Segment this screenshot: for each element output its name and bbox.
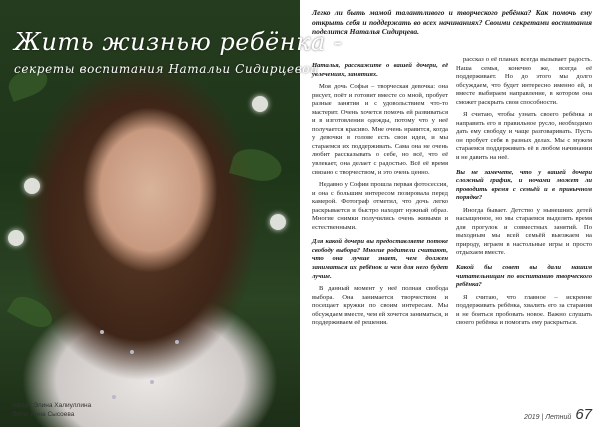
article-subtitle: секреты воспитания Натальи Сидирцевой — [14, 62, 319, 76]
page-footer — [524, 406, 592, 423]
page-number: 67 — [575, 406, 592, 423]
text-page — [306, 0, 600, 427]
issue-label: 2019 | Летний — [523, 414, 572, 421]
paragraph: Для какой дочери вы предоставляете потоке свободу выбора? Многие родители считают, что она лучше знает, чем должен заниматься их ребёнок и чем для него будет лучше. — [312, 238, 448, 280]
paragraph: Я считаю, что главное – искренне поддерживать ребёнка, хвалить его за старания и не бояться пробовать новое. Важно слушать своего ребёнка и помогать ему раскрыться. — [456, 293, 592, 327]
blossom-shape — [252, 96, 268, 112]
author-credit: Автор: Элина Халиуллина — [12, 402, 92, 409]
leaf-shape — [229, 144, 285, 186]
article-title: Жить жизнью ребёнка - — [14, 28, 343, 56]
photographer-credit: Фото: Анна Сысоева — [12, 410, 75, 418]
photo-credits — [12, 402, 91, 419]
dress-dot — [130, 350, 134, 354]
paragraph: Наталья, расскажите о вашей дочери, её увлечениях, занятиях. — [312, 62, 448, 78]
dress-dot — [150, 380, 154, 384]
dress-dot — [100, 330, 104, 334]
paragraph: Недавно у Софии прошла первая фотосессия, и она с большим интересом позировала перед камерой. Фотограф отметил, что дочь легко раскрывается и быстро находит нужный образ. Многие снимки получились очень живыми и естественными. — [312, 181, 448, 231]
text-column-right — [456, 56, 592, 332]
article-lead: Легко ли быть мамой талантливого и творческого ребёнка? Как помочь ему открыть себя и поддержать во всех начинаниях? Своими секретами воспитания поделится Наталья Сидирцева. — [312, 8, 592, 37]
paragraph: В данный момент у неё полная свобода выбора. Она занимается творчеством и посещает кружки по своим интересам. Мы обсуждаем вместе, чем ей хочется заниматься, и поддерживаем её решения. — [312, 285, 448, 327]
leaf-shape — [7, 291, 57, 334]
paragraph: Я считаю, чтобы узнать своего ребёнка и направить его в правильное русло, необходимо дать ему свободу и чаще разговаривать. Пусть он пробует себя в разных делах. Мы с мужем стараемся поддерживать её в любом начинании и не давить на неё. — [456, 111, 592, 162]
paragraph: рассказ о её планах всегда вызывает радость. Наша семья, конечно же, всегда её поддерживает. Но до этого мы долго обсуждаем, что будет интересно именно ей, и вместе выбираем направление, в котором она сможет раскрыть свои способности. — [456, 56, 592, 106]
blossom-shape — [270, 214, 286, 230]
paragraph: Какой бы совет вы дали нашим читательницам по воспитанию творческого ребёнка? — [456, 264, 592, 289]
text-column-left — [312, 56, 448, 332]
paragraph: Моя дочь Софья – творческая девочка: она рисует, поёт и готовит вместе со мной, пробует разные занятия и с удовольствием что-то мастерит. Очень хочется помочь ей развиваться и в изготовлении одежды, потому что у неё получается красиво. Мне очень нравится, когда у девочки в голове есть свои идеи, и мы стараемся их поддерживать. Сама она не очень любит рассказывать о себе, но всё, что её увлекает, она делает с радостью. Всё её время связано с творчеством, и это очень ценно. — [312, 83, 448, 176]
title-block — [14, 28, 343, 76]
blossom-shape — [8, 230, 24, 246]
dress-dot — [175, 340, 179, 344]
blossom-shape — [24, 178, 40, 194]
dress-dot — [112, 395, 116, 399]
paragraph: Вы не замечете, что у вашей дочери сложный график, и ночами может ли проводить время с семьёй и в привычном порядке? — [456, 168, 592, 202]
paragraph: Иногда бывает. Детство у нынешних детей насыщенное, но мы стараемся выделять время для прогулок и совместных занятий. По выходным мы всей семьёй выезжаем на природу, играем в настольные игры и просто отдыхаем вместе. — [456, 206, 592, 257]
